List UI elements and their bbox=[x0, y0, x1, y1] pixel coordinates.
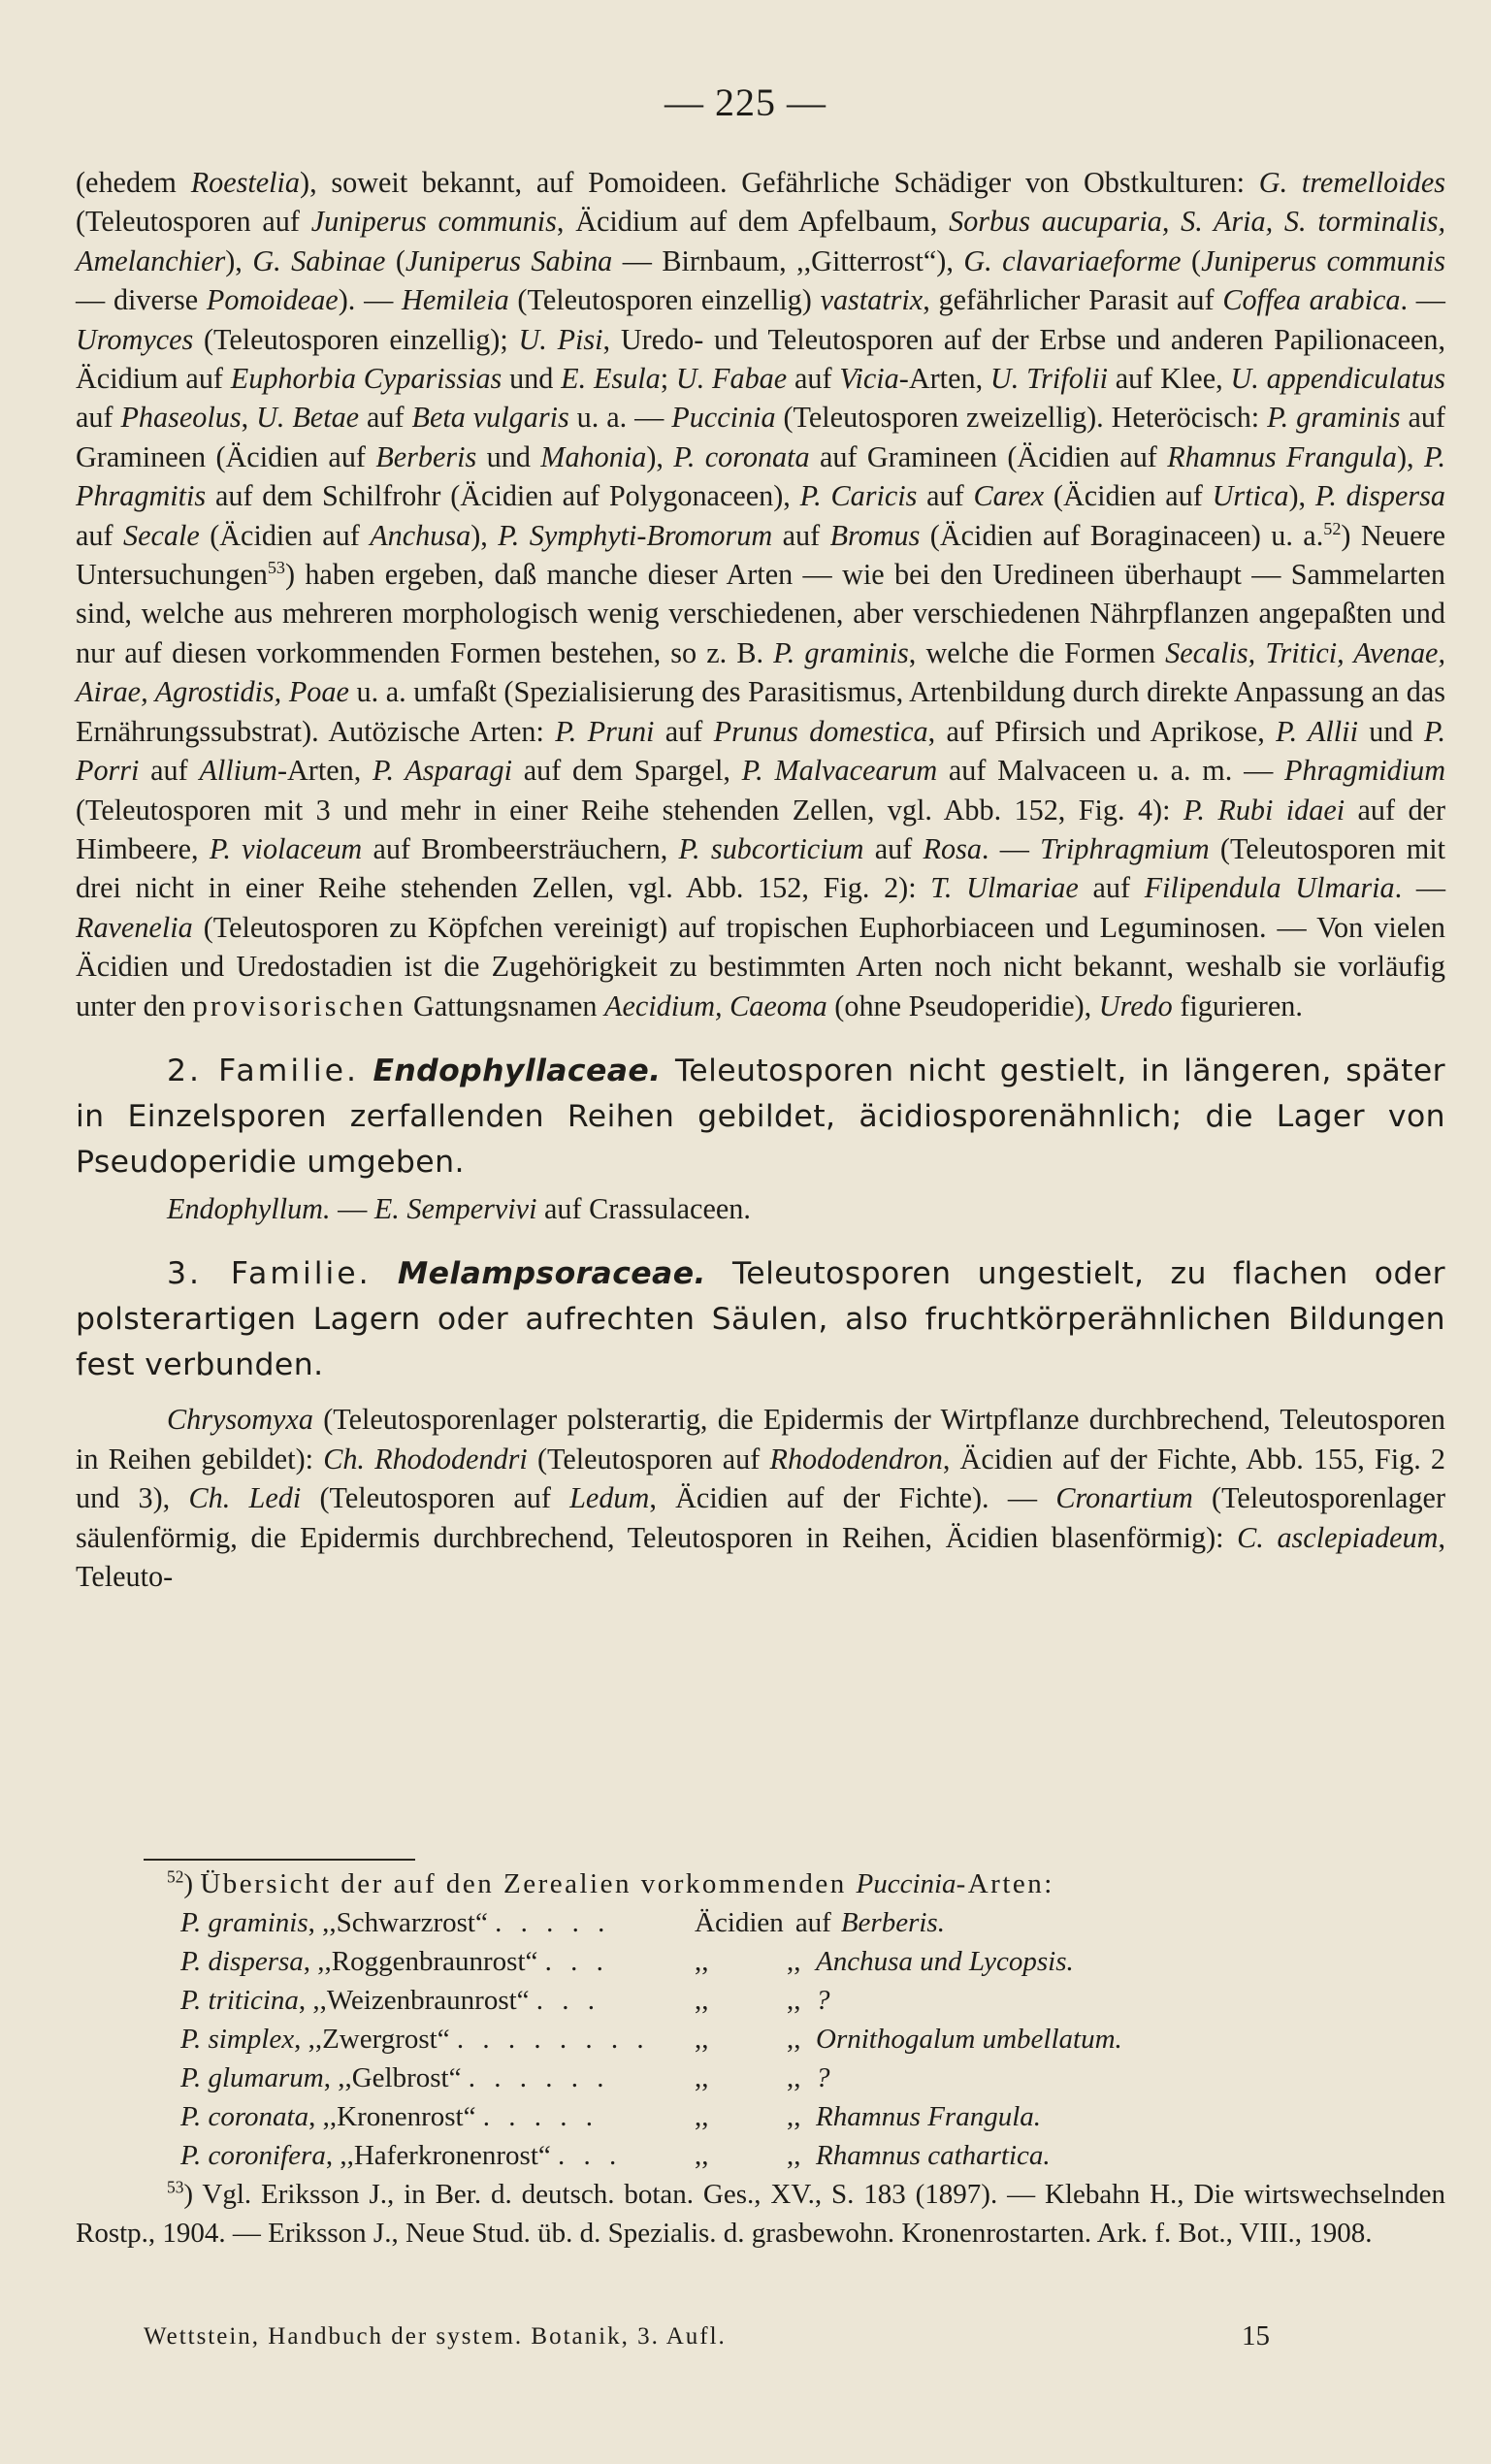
row-common-name: ,,Kronenrost“ bbox=[322, 2101, 476, 2132]
family-3-name: Melampsoraceae. bbox=[397, 1256, 706, 1292]
row-host: ? bbox=[816, 2062, 830, 2093]
row-species: P. graminis bbox=[180, 1907, 308, 1938]
main-text bbox=[76, 163, 1445, 1596]
row-host-b: ,, bbox=[787, 2062, 801, 2093]
row-dots: . . . bbox=[544, 1946, 609, 1977]
row-host: Anchusa und Lycopsis. bbox=[816, 1946, 1074, 1977]
footnote-52-title-text: Übersicht der auf den Zerealien vorkommenden bbox=[200, 1868, 857, 1899]
row-host-b: ,, bbox=[787, 2140, 801, 2171]
separator: — bbox=[330, 1191, 374, 1225]
row-host: ? bbox=[816, 1985, 830, 2016]
table-row: P. graminis, ,,Schwarzrost“ . . . . . Äcidien auf Berberis. bbox=[180, 1903, 1445, 1942]
family-2-name: Endophyllaceae. bbox=[373, 1053, 662, 1088]
family-2-text: Teleutosporen nicht gestielt, in längeren, später in Einzelsporen zerfallenden Reihen gebildet, äcidiosporenähnlich; die Lager von Pseudoperidie umgeben. bbox=[76, 1053, 1445, 1180]
row-host-a: ,, bbox=[695, 2140, 709, 2171]
row-common-name: ,,Gelbrost“ bbox=[338, 2062, 462, 2093]
row-dots: . . . . . . bbox=[468, 2062, 610, 2093]
row-dots: . . . . . . . . bbox=[456, 2024, 650, 2055]
row-common-name: ,,Weizenbraunrost“ bbox=[312, 1985, 530, 2016]
row-common-name: ,,Zwergrost“ bbox=[308, 2024, 450, 2055]
table-row: P. dispersa, ,,Roggenbraunrost“ . . . ,, ,, Anchusa und Lycopsis. bbox=[180, 1942, 1445, 1981]
paragraph-uredinaceae: (ehedem Roestelia), soweit bekannt, auf Pomoideen. Gefährliche Schädiger von Obstkulturen: G. tremelloides (Teleutosporen auf Juniperus communis, Äcidium auf dem Apfelbaum, Sorbus aucuparia, S. Aria, S. torminalis, Amelanchier), G. Sabinae (Juniperus Sabina — Birnbaum, ,,Gitterrost“), G. clavariaeforme (Juniperus communis — diverse Pomoideae). — Hemileia (Teleutosporen einzellig) vastatrix, gefährlicher Parasit auf Coffea arabica. — Uromyces (Teleutosporen einzellig); U. Pisi, Uredo- und Teleutosporen auf der Erbse und anderen Papilionaceen, Äcidium auf Euphorbia Cyparissias und E. Esula; U. Fabae auf Vicia-Arten, U. Trifolii auf Klee, U. appendiculatus auf Phaseolus, U. Betae auf Beta vulgaris u. a. — Puccinia (Teleutosporen zweizellig). Heteröcisch: P. graminis auf Gramineen (Äcidien auf Berberis und Mahonia), P. coronata auf Gramineen (Äcidien auf Rhamnus Frangula), P. Phragmitis auf dem Schilfrohr (Äcidien auf Polygonaceen), P. Caricis auf Carex (Äcidien auf Urtica), P. dispersa auf Secale (Äcidien auf Anchusa), P. Symphyti-Bromorum auf Bromus (Äcidien auf Boraginaceen) u. a.$^{52}$) Neuere Untersuchungen$^{53}$) haben ergeben, daß manche dieser Arten — wie bei den Uredineen überhaupt — Sammelarten sind, welche aus mehreren morphologisch wenig verschiedenen, aber verschiedenen Nährpflanzen angepaßten und nur auf diesen vorkommenden Formen bestehen, so z. B. P. graminis, welche die Formen Secalis, Tritici, Avenae, Airae, Agrostidis, Poae u. a. umfaßt (Spezialisierung des Parasitismus, Artenbildung durch direkte Anpassung an das Ernährungssubstrat). Autözische Arten: P. Pruni auf Prunus domestica, auf Pfirsich und Aprikose, P. Allii und P. Porri auf Allium-Arten, P. Asparagi auf dem Spargel, P. Malvacearum auf Malvaceen u. a. m. — Phragmidium (Teleutosporen mit 3 und mehr in einer Reihe stehenden Zellen, vgl. Abb. 152, Fig. 4): P. Rubi idaei auf der Himbeere, P. violaceum auf Brombeersträuchern, P. subcorticium auf Rosa. — Triphragmium (Teleutosporen mit drei nicht in einer Reihe stehenden Zellen, vgl. Abb. 152, Fig. 2): T. Ulmariae auf Filipendula Ulmaria. — Ravenelia (Teleutosporen zu Köpfchen vereinigt) auf tropischen Euphorbiaceen und Leguminosen. — Von vielen Äcidien und Uredostadien ist die Zugehörigkeit zu bestimmten Arten noch nicht bekannt, weshalb sie vorläufig unter den provisorischen Gattungsnamen Aecidium, Caeoma (ohne Pseudoperidie), Uredo figurieren. bbox=[76, 166, 1446, 1022]
footnote-52-title: $^{52}$) Übersicht der auf den Zerealien vorkommenden Puccinia-Arten: bbox=[167, 1866, 1054, 1899]
row-species: P. coronifera bbox=[180, 2140, 326, 2171]
row-common-name: ,,Haferkronenrost“ bbox=[340, 2140, 551, 2171]
footnote-52-title-end: -Arten: bbox=[956, 1868, 1054, 1899]
row-dots: . . . bbox=[558, 2140, 623, 2171]
footnote-53-mark: 53 bbox=[167, 2177, 184, 2197]
family-2-genus-line bbox=[76, 1189, 1445, 1228]
host-crassulaceen: auf Crassulaceen. bbox=[536, 1191, 751, 1225]
footnote-53-text: ) Vgl. Eriksson J., in Ber. d. deutsch. botan. Ges., XV., S. 183 (1897). — Klebahn H., Die wirtswechselnden Rostp., 1904. — Eriksson J., Neue Stud. üb. d. Spezialis. d. grasbewohn. Kronenrostarten. Ark. f. Bot., VIII., 1908. bbox=[76, 2179, 1445, 2249]
row-host: Rhamnus cathartica. bbox=[816, 2140, 1051, 2171]
row-common-name: ,,Schwarzrost“ bbox=[322, 1907, 488, 1938]
puccinia-table bbox=[180, 1903, 1445, 2175]
row-host-a: Äcidien bbox=[695, 1907, 784, 1938]
row-host: Ornithogalum umbellatum. bbox=[816, 2024, 1122, 2055]
row-host-b: auf bbox=[794, 1907, 831, 1938]
row-host-a: ,, bbox=[695, 1985, 709, 2016]
row-species: P. simplex bbox=[180, 2024, 295, 2055]
paragraph-melampsoraceae: Chrysomyxa (Teleutosporenlager polsterartig, die Epidermis der Wirtpflanze durchbrechend, Teleutosporen in Reihen gebildet): Ch. Rhododendri (Teleutosporen auf Rhododendron, Äcidien auf der Fichte, Abb. 155, Fig. 2 und 3), Ch. Ledi (Teleutosporen auf Ledum, Äcidien auf der Fichte). — Cronartium (Teleutosporenlager säulenförmig, die Epidermis durchbrechend, Teleutosporen in Reihen, Äcidien blasenförmig): C. asclepiadeum, Teleuto- bbox=[76, 1403, 1446, 1593]
family-2-label: 2. Familie. bbox=[167, 1053, 359, 1088]
row-host-b: ,, bbox=[787, 1946, 801, 1977]
row-species: P. coronata bbox=[180, 2101, 309, 2132]
row-host: Rhamnus Frangula. bbox=[816, 2101, 1041, 2132]
row-host-a: ,, bbox=[695, 2024, 709, 2055]
row-species: P. triticina bbox=[180, 1985, 299, 2016]
table-row: P. simplex, ,,Zwergrost“ . . . . . . . . ,, ,, Ornithogalum umbellatum. bbox=[180, 2020, 1445, 2059]
row-host-b: ,, bbox=[787, 2101, 801, 2132]
footnote-divider bbox=[144, 1859, 415, 1861]
page-footer: Wettstein, Handbuch der system. Botanik, 3. Aufl. bbox=[144, 2323, 727, 2350]
genus-endophyllum: Endophyllum. bbox=[167, 1191, 331, 1225]
row-host: Berberis. bbox=[840, 1907, 945, 1938]
table-row: P. triticina, ,,Weizenbraunrost“ . . . ,, ,, ? bbox=[180, 1981, 1445, 2020]
row-species: P. glumarum bbox=[180, 2062, 324, 2093]
family-3-heading bbox=[76, 1251, 1445, 1388]
species-sempervivi: E. Sempervivi bbox=[373, 1191, 537, 1225]
row-dots: . . . . . bbox=[482, 2101, 599, 2132]
table-row: P. glumarum, ,,Gelbrost“ . . . . . . ,, ,, ? bbox=[180, 2059, 1445, 2097]
row-host-a: ,, bbox=[695, 1946, 709, 1977]
row-host-b: ,, bbox=[787, 2024, 801, 2055]
table-row: P. coronata, ,,Kronenrost“ . . . . . ,, ,, Rhamnus Frangula. bbox=[180, 2097, 1445, 2136]
sheet-number: 15 bbox=[1242, 2320, 1270, 2351]
table-row: P. coronifera, ,,Haferkronenrost“ . . . ,, ,, Rhamnus cathartica. bbox=[180, 2136, 1445, 2175]
page-number: — 225 — bbox=[664, 81, 827, 124]
row-species: P. dispersa bbox=[180, 1946, 304, 1977]
family-3-text: Teleutosporen ungestielt, zu flachen oder polsterartigen Lagern oder aufrechten Säulen, also fruchtkörperähnlichen Bildungen fest verbunden. bbox=[76, 1256, 1445, 1383]
row-host-b: ,, bbox=[787, 1985, 801, 2016]
footnotes bbox=[76, 1864, 1445, 2253]
footnote-53 bbox=[76, 2175, 1445, 2253]
family-3-label: 3. Familie. bbox=[167, 1256, 372, 1292]
row-common-name: ,,Roggenbraunrost“ bbox=[317, 1946, 538, 1977]
row-host-a: ,, bbox=[695, 2101, 709, 2132]
row-dots: . . . bbox=[535, 1985, 601, 2016]
footnote-52-mark: 52 bbox=[167, 1866, 184, 1887]
row-dots: . . . . . bbox=[495, 1907, 611, 1938]
footnote-52-genus: Puccinia bbox=[856, 1868, 956, 1899]
family-2-heading bbox=[76, 1049, 1445, 1185]
row-host-a: ,, bbox=[695, 2062, 709, 2093]
